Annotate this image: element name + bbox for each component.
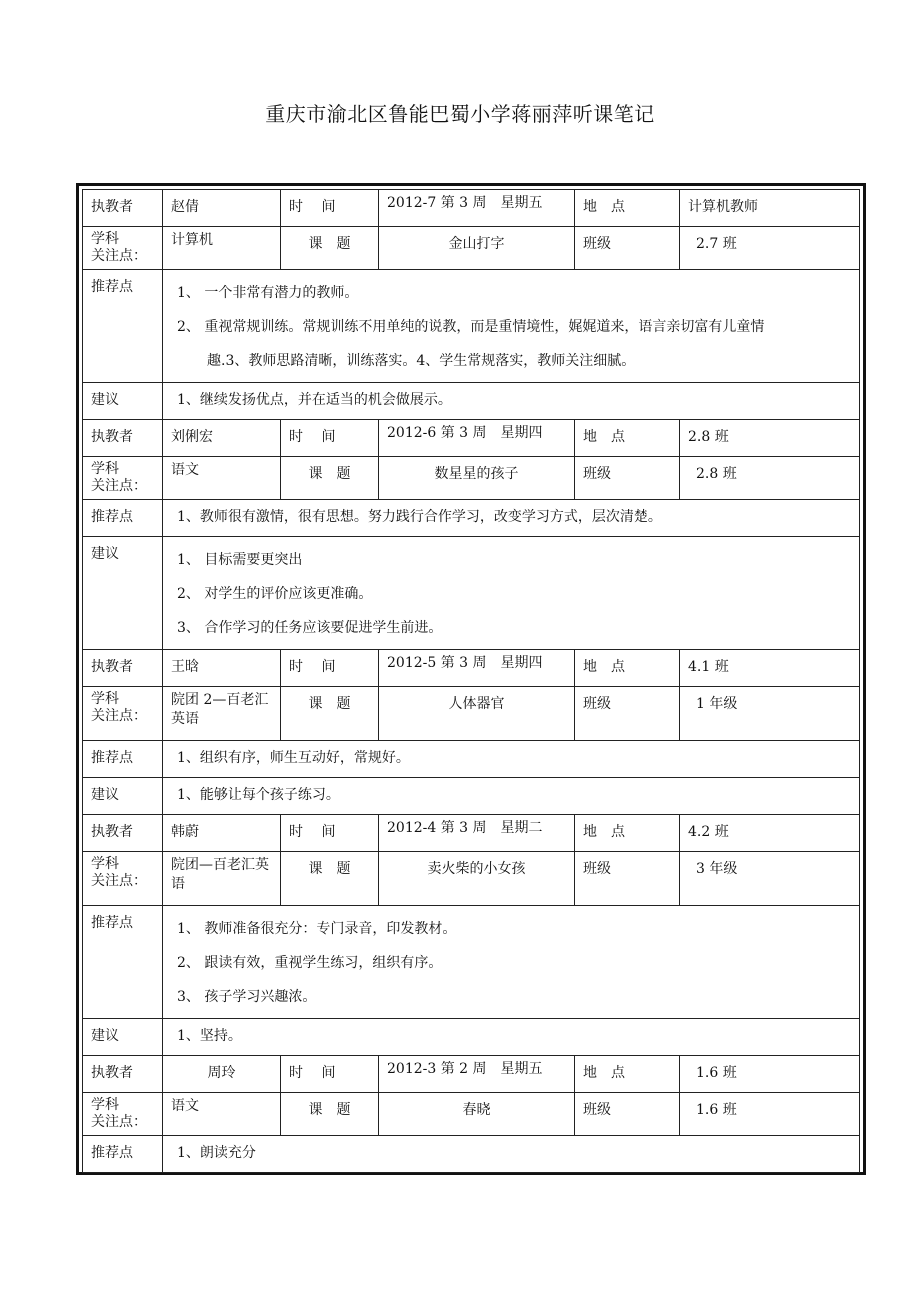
subject-value: 语文 xyxy=(163,1093,281,1136)
suggest-label: 建议 xyxy=(83,383,163,420)
time-value: 2012-7 第 3 周 星期五 xyxy=(379,190,575,227)
place-value: 4.2 班 xyxy=(680,815,860,852)
recommend-label: 推荐点 xyxy=(83,500,163,537)
time-value: 2012-4 第 3 周 星期二 xyxy=(379,815,575,852)
recommend-label: 推荐点 xyxy=(83,270,163,383)
teacher-label: 执教者 xyxy=(83,815,163,852)
table-row xyxy=(83,1136,860,1173)
list-item: 1、坚持。 xyxy=(177,1028,242,1044)
class-value: 1.6 班 xyxy=(680,1093,860,1136)
time-label: 时 间 xyxy=(281,190,379,227)
recommend-content xyxy=(163,1136,860,1173)
recommend-label: 推荐点 xyxy=(83,1136,163,1173)
class-label: 班级 xyxy=(575,687,680,741)
list-item: 3、 孩子学习兴趣浓。 xyxy=(177,989,317,1005)
teacher-value: 赵倩 xyxy=(163,190,281,227)
suggest-content xyxy=(163,383,860,420)
recommend-content xyxy=(163,906,860,1019)
recommend-label: 推荐点 xyxy=(83,906,163,1019)
class-label: 班级 xyxy=(575,852,680,906)
place-label: 地 点 xyxy=(575,1056,680,1093)
table-row xyxy=(83,420,860,457)
class-label: 班级 xyxy=(575,1093,680,1136)
subject-label: 学科 关注点： xyxy=(83,852,163,906)
list-item: 1、 目标需要更突出 xyxy=(177,552,303,568)
place-label: 地 点 xyxy=(575,190,680,227)
subject-label: 学科 关注点： xyxy=(83,457,163,500)
table-row xyxy=(83,190,860,227)
table-row xyxy=(83,227,860,270)
class-value: 1 年级 xyxy=(680,687,860,741)
topic-label: 课 题 xyxy=(281,457,379,500)
time-label: 时 间 xyxy=(281,650,379,687)
table-row xyxy=(83,687,860,741)
subject-label: 学科 关注点： xyxy=(83,687,163,741)
place-value: 1.6 班 xyxy=(680,1056,860,1093)
class-value: 3 年级 xyxy=(680,852,860,906)
table-row xyxy=(83,778,860,815)
teacher-label: 执教者 xyxy=(83,190,163,227)
table-row xyxy=(83,906,860,1019)
place-value: 计算机教师 xyxy=(680,190,860,227)
topic-label: 课 题 xyxy=(281,227,379,270)
list-item: 1、朗读充分 xyxy=(177,1145,256,1161)
list-item: 1、 教师准备很充分：专门录音，印发教材。 xyxy=(177,921,457,937)
list-item: 2、 对学生的评价应该更准确。 xyxy=(177,586,373,602)
table-row xyxy=(83,457,860,500)
place-value: 4.1 班 xyxy=(680,650,860,687)
topic-value: 数星星的孩子 xyxy=(379,457,575,500)
topic-value: 金山打字 xyxy=(379,227,575,270)
class-label: 班级 xyxy=(575,227,680,270)
list-item: 趣.3、教师思路清晰，训练落实。4、学生常规落实，教师关注细腻。 xyxy=(207,353,636,369)
teacher-value: 韩蔚 xyxy=(163,815,281,852)
list-item: 1、能够让每个孩子练习。 xyxy=(177,787,340,803)
list-item: 2、 重视常规训练。常规训练不用单纯的说教，而是重情境性，娓娓道来，语言亲切富有儿童情 xyxy=(177,319,765,335)
table-row xyxy=(83,852,860,906)
table-row xyxy=(83,1019,860,1056)
time-value: 2012-5 第 3 周 星期四 xyxy=(379,650,575,687)
teacher-label: 执教者 xyxy=(83,420,163,457)
list-item: 2、 跟读有效，重视学生练习，组织有序。 xyxy=(177,955,443,971)
suggest-content xyxy=(163,1019,860,1056)
class-label: 班级 xyxy=(575,457,680,500)
class-value: 2.8 班 xyxy=(680,457,860,500)
table-row xyxy=(83,500,860,537)
list-item: 1、组织有序，师生互动好，常规好。 xyxy=(177,750,410,766)
lesson-notes-table xyxy=(82,189,860,1173)
suggest-content xyxy=(163,537,860,650)
table-row xyxy=(83,741,860,778)
table-row xyxy=(83,815,860,852)
topic-value: 春晓 xyxy=(379,1093,575,1136)
page-title: 重庆市渝北区鲁能巴蜀小学蒋丽萍听课笔记 xyxy=(265,102,655,126)
table-row xyxy=(83,270,860,383)
time-label: 时 间 xyxy=(281,815,379,852)
subject-label: 学科 关注点： xyxy=(83,227,163,270)
teacher-value: 王晗 xyxy=(163,650,281,687)
topic-label: 课 题 xyxy=(281,687,379,741)
subject-value: 院团 2—百老汇英语 xyxy=(163,687,281,741)
topic-value: 人体器官 xyxy=(379,687,575,741)
list-item: 1、教师很有激情，很有思想。努力践行合作学习，改变学习方式，层次清楚。 xyxy=(177,509,662,525)
class-value: 2.7 班 xyxy=(680,227,860,270)
recommend-content xyxy=(163,500,860,537)
subject-label: 学科 关注点： xyxy=(83,1093,163,1136)
suggest-content xyxy=(163,778,860,815)
teacher-value: 刘俐宏 xyxy=(163,420,281,457)
suggest-label: 建议 xyxy=(83,778,163,815)
time-value: 2012-6 第 3 周 星期四 xyxy=(379,420,575,457)
recommend-label: 推荐点 xyxy=(83,741,163,778)
subject-value: 计算机 xyxy=(163,227,281,270)
place-label: 地 点 xyxy=(575,420,680,457)
topic-label: 课 题 xyxy=(281,1093,379,1136)
subject-value: 语文 xyxy=(163,457,281,500)
time-label: 时 间 xyxy=(281,1056,379,1093)
recommend-content xyxy=(163,741,860,778)
teacher-value: 周玲 xyxy=(163,1056,281,1093)
place-label: 地 点 xyxy=(575,815,680,852)
topic-value: 卖火柴的小女孩 xyxy=(379,852,575,906)
topic-label: 课 题 xyxy=(281,852,379,906)
teacher-label: 执教者 xyxy=(83,1056,163,1093)
lesson-notes-table-frame xyxy=(76,183,866,1175)
place-label: 地 点 xyxy=(575,650,680,687)
list-item: 3、 合作学习的任务应该要促进学生前进。 xyxy=(177,620,443,636)
table-row xyxy=(83,1093,860,1136)
subject-value: 院团—百老汇英语 xyxy=(163,852,281,906)
list-item: 1、 一个非常有潜力的教师。 xyxy=(177,285,359,301)
table-row xyxy=(83,537,860,650)
list-item: 1、继续发扬优点，并在适当的机会做展示。 xyxy=(177,392,452,408)
time-label: 时 间 xyxy=(281,420,379,457)
table-row xyxy=(83,383,860,420)
suggest-label: 建议 xyxy=(83,537,163,650)
teacher-label: 执教者 xyxy=(83,650,163,687)
table-row xyxy=(83,1056,860,1093)
place-value: 2.8 班 xyxy=(680,420,860,457)
recommend-content xyxy=(163,270,860,383)
time-value: 2012-3 第 2 周 星期五 xyxy=(379,1056,575,1093)
suggest-label: 建议 xyxy=(83,1019,163,1056)
table-row xyxy=(83,650,860,687)
